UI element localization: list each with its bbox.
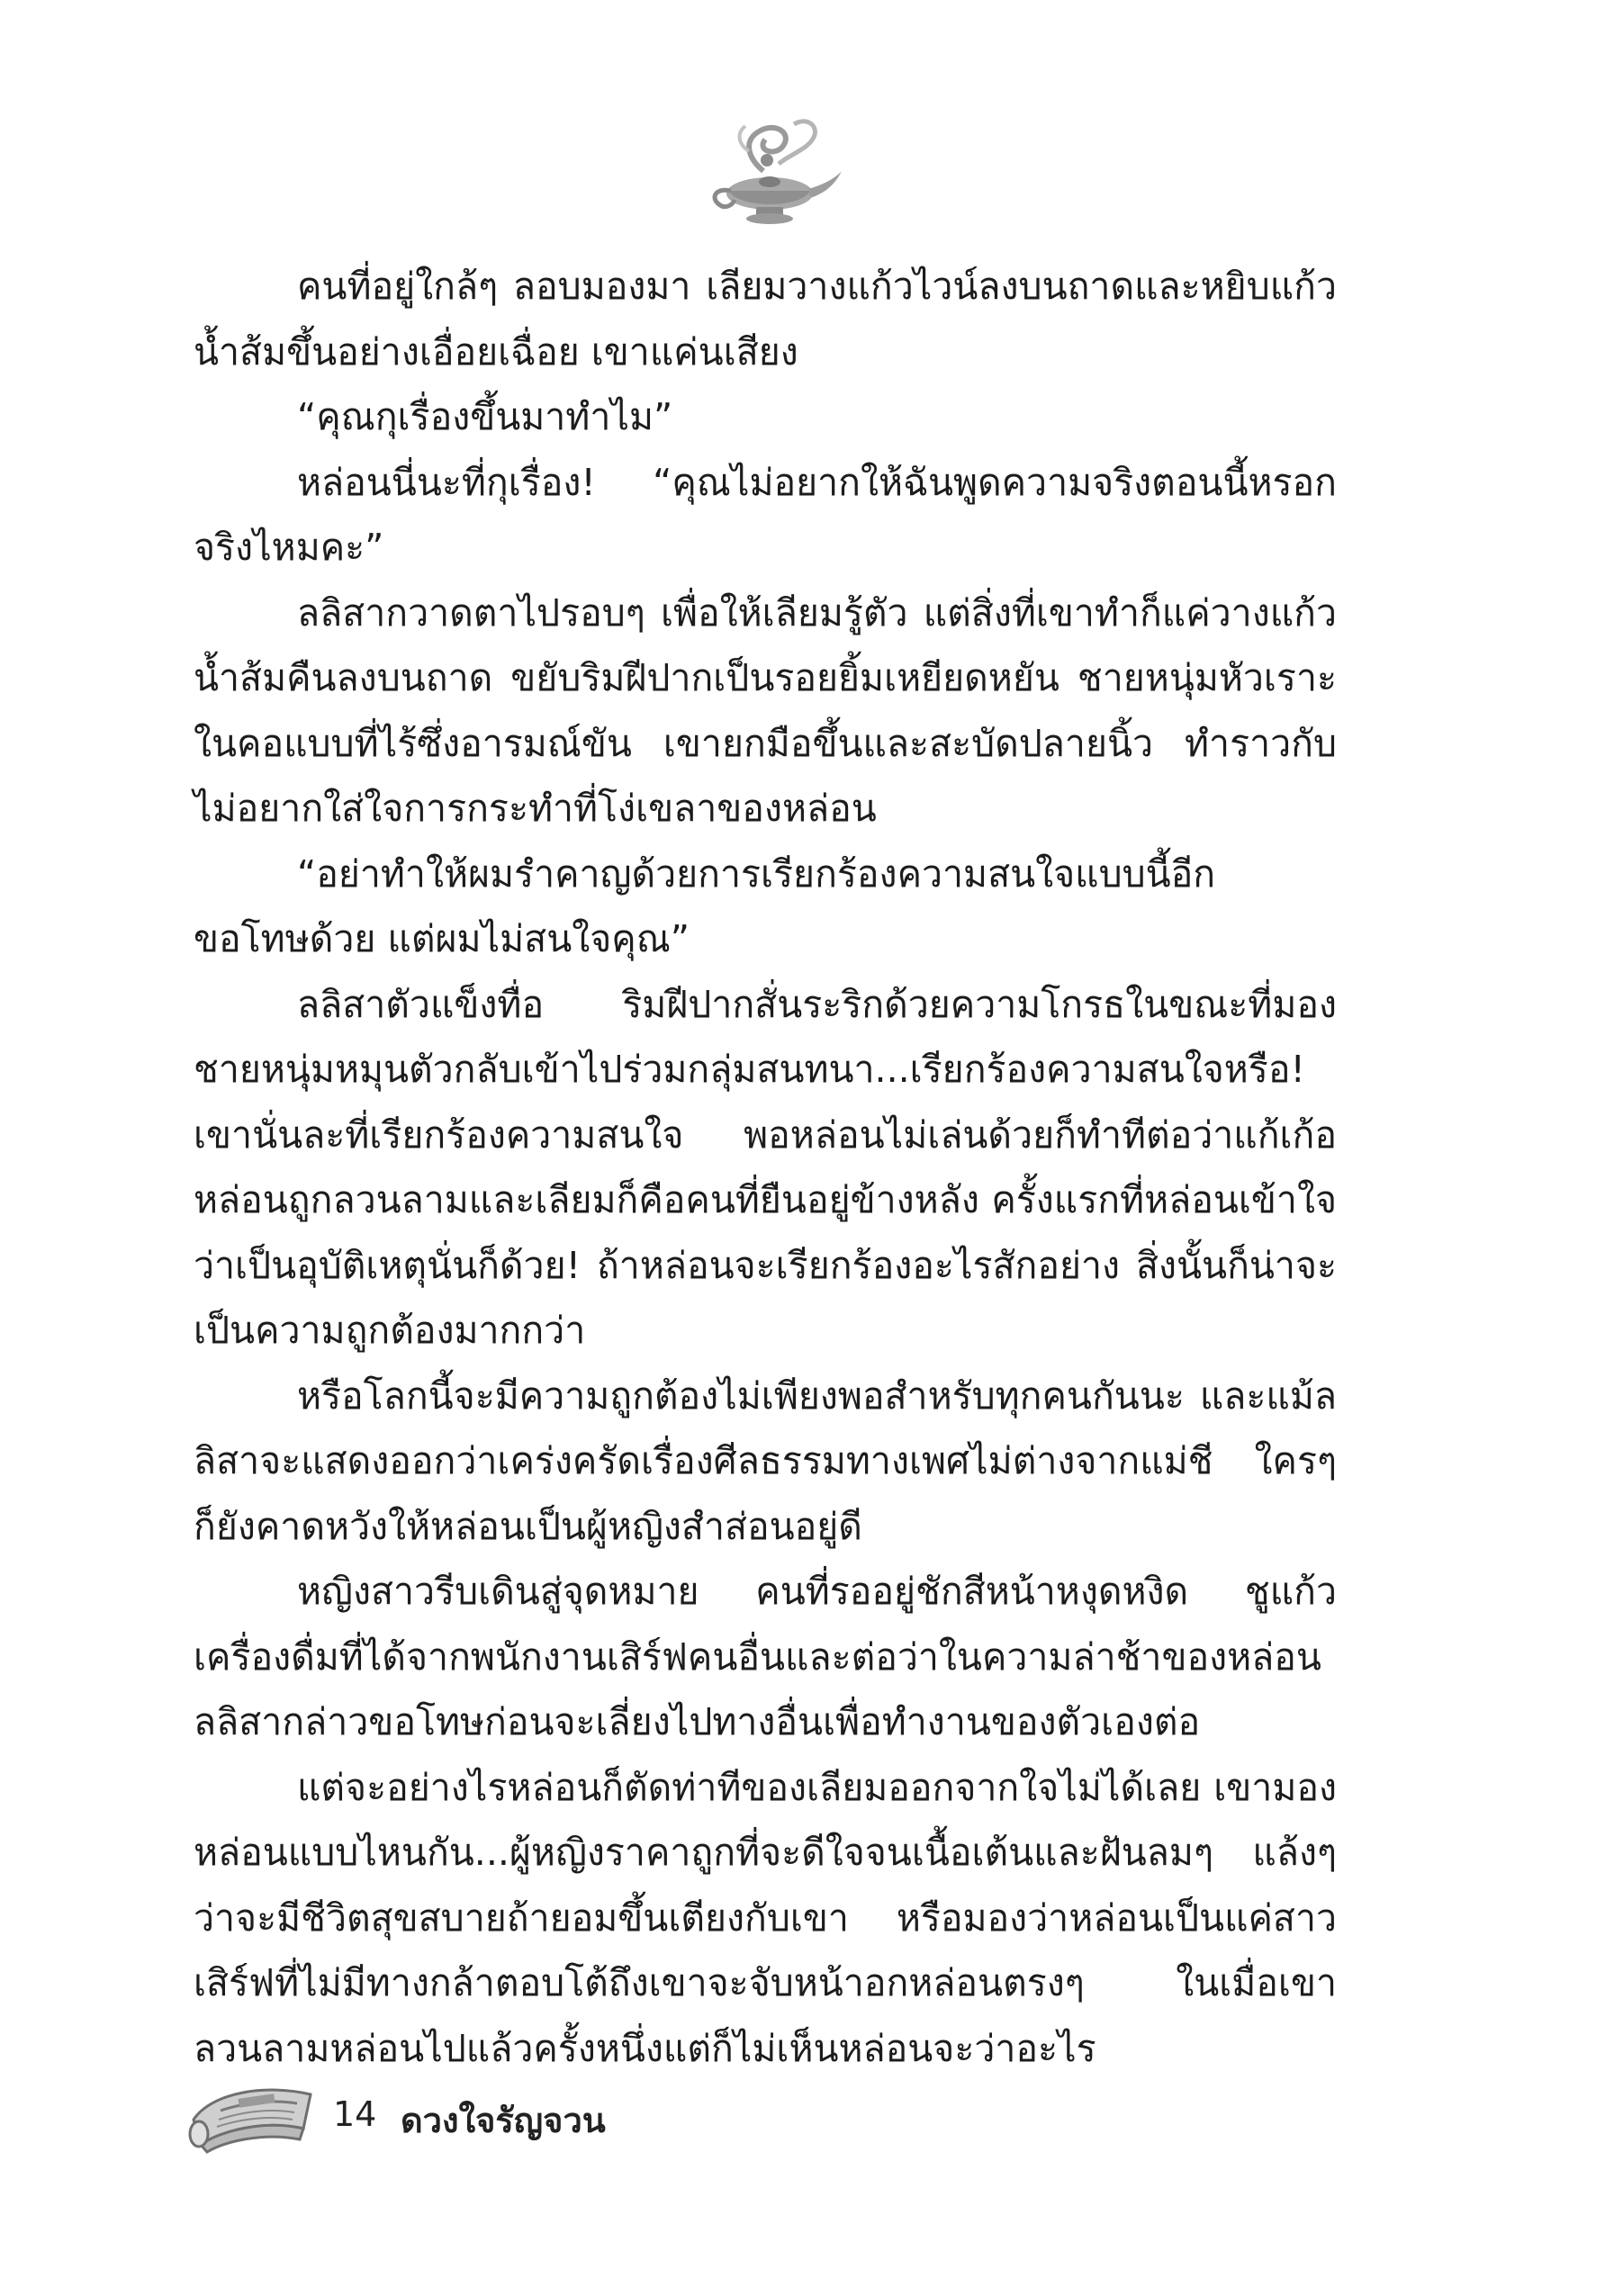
paragraph: หรือโลกนี้จะมีความถูกต้องไม่เพียงพอสำหรับทุกคนกันนะ และแม้ลลิสาจะแสดงออกว่าเคร่งครัดเรื่องศีลธรรมทางเพศไม่ต่างจากแม่ชี ใครๆ ก็ยังคาดหวังให้หล่อนเป็นผู้หญิงสำส่อนอยู่ดี: [194, 1373, 1337, 1548]
paragraph: ลลิสาตัวแข็งทื่อ ริมฝีปากสั่นระริกด้วยความโกรธในขณะที่มองชายหนุ่มหมุนตัวกลับเข้าไปร่วมกลุ่มสนทนา...เรียกร้องความสนใจหรือ! เขานั่นละที่เรียกร้องความสนใจ พอหล่อนไม่เล่นด้วยก็ทำทีต่อว่าแก้เก้อ หล่อนถูกลวนลามและเลียมก็คือคนที่ยืนอยู่ข้างหลัง ครั้งแรกที่หล่อนเข้าใจว่าเป็นอุบัติเหตุนั่นก็ด้วย! ถ้าหล่อนจะเรียกร้องอะไรสักอย่าง สิ่งนั้นก็น่าจะเป็นความถูกต้องมากกว่า: [194, 982, 1337, 1352]
paragraph: “อย่าทำให้ผมรำคาญด้วยการเรียกร้องความสนใจแบบนี้อีก ขอโทษด้วย แต่ผมไม่สนใจคุณ”: [194, 851, 1216, 960]
page-footer: [185, 2075, 815, 2156]
paragraph: “คุณกุเรื่องขึ้นมาทำไม”: [297, 395, 673, 438]
body-text: [194, 254, 1337, 2081]
paragraph: คนที่อยู่ใกล้ๆ ลอบมองมา เลียมวางแก้วไวน์ลงบนถาดและหยิบแก้วน้ำส้มขึ้นอย่างเอื่อยเฉื่อย เขาแค่นเสียง: [194, 265, 1337, 374]
newspaper-icon: [185, 2075, 320, 2156]
paragraph: หญิงสาวรีบเดินสู่จุดหมาย คนที่รออยู่ชักสีหน้าหงุดหงิด ชูแก้วเครื่องดื่มที่ได้จากพนักงานเสิร์ฟคนอื่นและต่อว่าในความล่าช้าของหล่อน ลลิสากล่าวขอโทษก่อนจะเลี่ยงไปทางอื่นเพื่อทำงานของตัวเองต่อ: [194, 1570, 1337, 1743]
page-number: 14: [333, 2094, 377, 2134]
paragraph: หล่อนนี่นะที่กุเรื่อง! “คุณไม่อยากให้ฉันพูดความจริงตอนนี้หรอกจริงไหมคะ”: [194, 460, 1337, 569]
paragraph: แต่จะอย่างไรหล่อนก็ตัดท่าทีของเลียมออกจากใจไม่ได้เลย เขามองหล่อนแบบไหนกัน...ผู้หญิงราคาถูกที่จะดีใจจนเนื้อเต้นและฝันลมๆ แล้งๆ ว่าจะมีชีวิตสุขสบายถ้ายอมขึ้นเตียงกับเขา หรือมองว่าหล่อนเป็นแค่สาวเสิร์ฟที่ไม่มีทางกล้าตอบโต้ถึงเขาจะจับหน้าอกหล่อนตรงๆ ในเมื่อเขาลวนลามหล่อนไปแล้วครั้งหนึ่งแต่ก็ไม่เห็นหล่อนจะว่าอะไร: [194, 1765, 1337, 2070]
book-title: ดวงใจรัญจวน: [401, 2101, 606, 2140]
paragraph: ลลิสากวาดตาไปรอบๆ เพื่อให้เลียมรู้ตัว แต่สิ่งที่เขาทำก็แค่วางแก้วน้ำส้มคืนลงบนถาด ขยับริมฝีปากเป็นรอยยิ้มเหยียดหยัน ชายหนุ่มหัวเราะในคอแบบที่ไร้ซึ่งอารมณ์ขัน เขายกมือขึ้นและสะบัดปลายนิ้ว ทำราวกับไม่อยากใส่ใจการกระทำที่โง่เขลาของหล่อน: [194, 590, 1337, 830]
magic-lamp-icon: [693, 108, 846, 234]
